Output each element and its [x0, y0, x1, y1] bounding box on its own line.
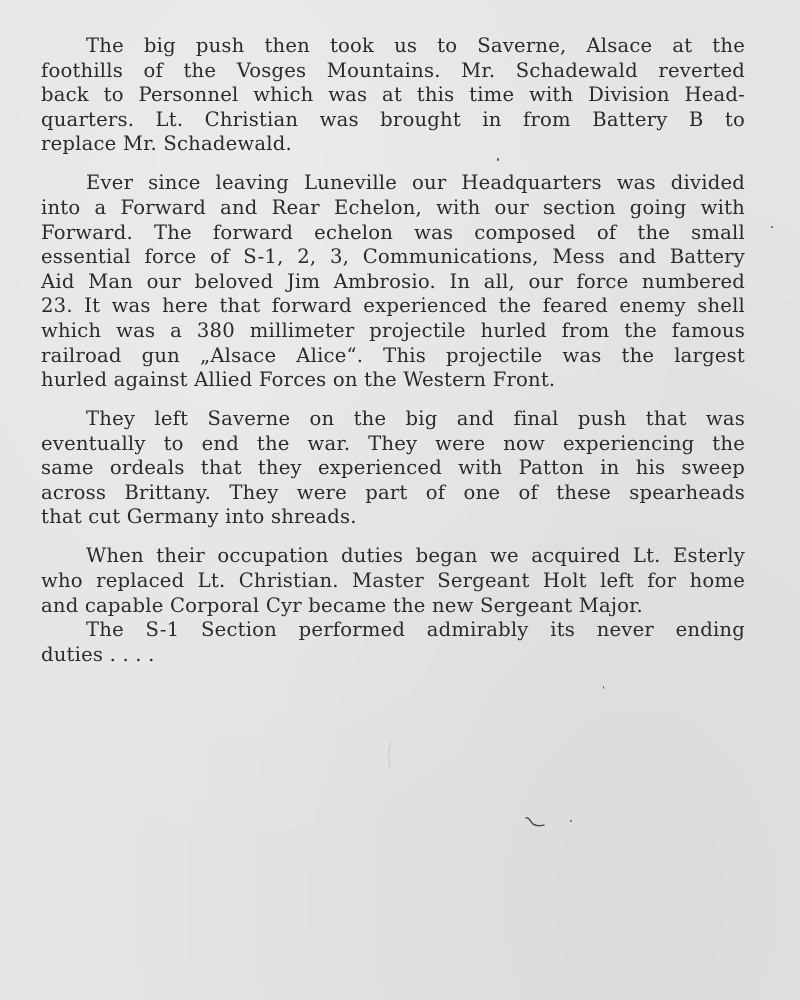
text-line: into a Forward and Rear Echelon, with our section going with [41, 195, 745, 219]
text-line: back to Personnel which was at this time with Division Head- [41, 83, 745, 107]
text-line: who replaced Lt. Christian. Master Sergeant Holt left for home [41, 569, 745, 593]
paper-speck [771, 226, 773, 228]
paragraph-closing [41, 618, 745, 667]
pencil-mark [524, 815, 546, 829]
paragraph-gap [41, 393, 745, 407]
paragraph-gap [41, 157, 745, 171]
paragraph-saverne [41, 34, 745, 157]
paragraph-final-push [41, 407, 745, 530]
text-line: Forward. The forward echelon was composed of the small [41, 220, 745, 244]
text-line: Aid Man our beloved Jim Ambrosio. In all, our force numbered [41, 269, 745, 293]
text-line: duties . . . . [41, 642, 155, 666]
text-line: They left Saverne on the big and final push that was [86, 407, 745, 431]
text-line: railroad gun „Alsace Alice“. This projectile was the largest [41, 343, 745, 367]
text-line: and capable Corporal Cyr became the new Sergeant Major. [41, 593, 643, 617]
text-line: eventually to end the war. They were now experiencing the [41, 431, 745, 455]
paragraph-gap [41, 530, 745, 544]
paragraph-occupation [41, 544, 745, 618]
paper-speck [603, 686, 604, 689]
text-line: Ever since leaving Luneville our Headquarters was divided [86, 171, 745, 195]
paragraph-forward-echelon [41, 171, 745, 392]
text-line: hurled against Allied Forces on the Western Front. [41, 368, 556, 392]
text-line: across Brittany. They were part of one of these spearheads [41, 480, 745, 504]
paper-speck [570, 820, 572, 822]
text-line: essential force of S-1, 2, 3, Communications, Mess and Battery [41, 245, 745, 269]
text-line: 23. It was here that forward experienced the feared enemy shell [41, 294, 745, 318]
paper-speck [497, 158, 499, 161]
text-line: same ordeals that they experienced with Patton in his sweep [41, 456, 745, 480]
text-line: When their occupation duties began we acquired Lt. Esterly [86, 544, 745, 568]
text-line: The big push then took us to Saverne, Alsace at the [86, 34, 745, 57]
text-line: that cut Germany into shreads. [41, 505, 357, 529]
text-line: replace Mr. Schadewald. [41, 132, 292, 156]
text-line: quarters. Lt. Christian was brought in from Battery B to [41, 107, 745, 131]
body-text [41, 34, 745, 667]
paper-fold-mark [386, 740, 394, 770]
text-line: foothills of the Vosges Mountains. Mr. Schadewald reverted [41, 58, 745, 82]
text-line: which was a 380 millimeter projectile hurled from the famous [41, 318, 745, 342]
text-line: The S-1 Section performed admirably its never ending [86, 618, 745, 642]
